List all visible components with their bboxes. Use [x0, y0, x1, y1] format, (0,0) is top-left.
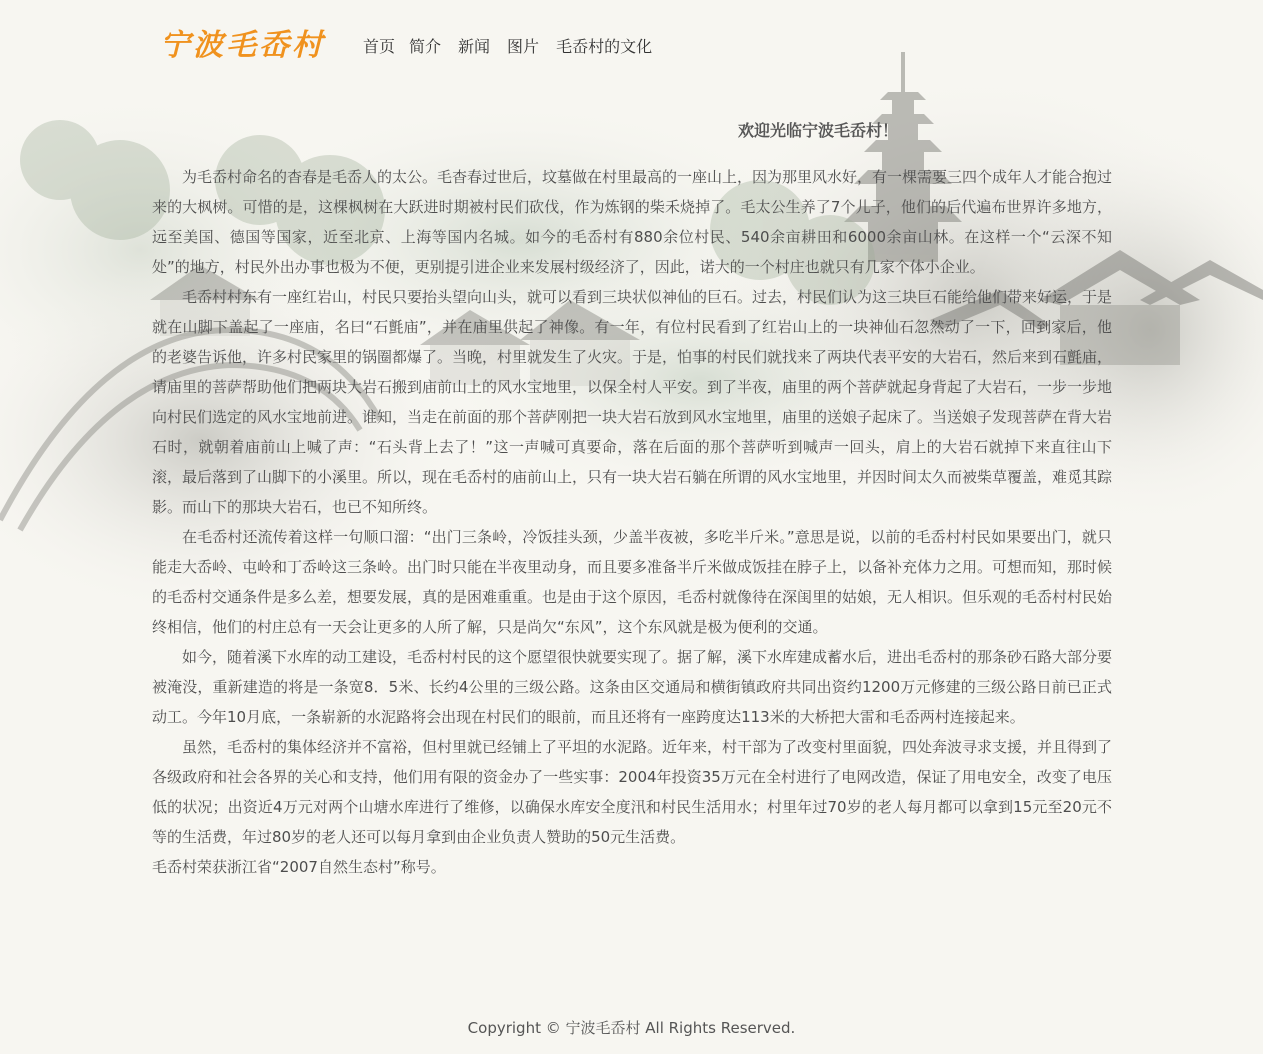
- article-closing: 毛岙村荣获浙江省“2007自然生态村”称号。: [152, 858, 446, 876]
- article-body: [152, 162, 1112, 882]
- article-paragraph: 毛岙村村东有一座红岩山，村民只要抬头望向山头，就可以看到三块状似神仙的巨石。过去，村民们认为这三块巨石能给他们带来好运，于是就在山脚下盖起了一座庙，名曰“石氈庙”，并在庙里供起了神像。有一年，有位村民看到了红岩山上的一块神仙石忽然动了一下，回到家后，他的老婆告诉他，许多村民家里的锅圈都爆了。当晚，村里就发生了火灾。于是，怕事的村民们就找来了两块代表平安的大岩石，然后来到石氈庙，请庙里的菩萨帮助他们把两块大岩石搬到庙前山上的风水宝地里，以保全村人平安。到了半夜，庙里的两个菩萨就起身背起了大岩石，一步一步地向村民们选定的风水宝地前进。谁知，当走在前面的那个菩萨刚把一块大岩石放到风水宝地里，庙里的送娘子起床了。当送娘子发现菩萨在背大岩石时，就朝着庙前山上喊了声：“石头背上去了！”这一声喊可真要命，落在后面的那个菩萨听到喊声一回头，肩上的大岩石就掉下来直往山下滚，最后落到了山脚下的小溪里。所以，现在毛岙村的庙前山上，只有一块大岩石躺在所谓的风水宝地里，并因时间太久而被柴草覆盖，难觅其踪影。而山下的那块大岩石，也已不知所终。: [152, 288, 1113, 516]
- nav-item-pictures[interactable]: 图片: [507, 37, 540, 56]
- article-paragraph: 如今，随着溪下水库的动工建设，毛岙村村民的这个愿望很快就要实现了。据了解，溪下水库建成蓄水后，进出毛岙村的那条砂石路大部分要被淹没，重新建造的将是一条宽8．5米、长约4公里的三级公路。这条由区交通局和横街镇政府共同出资约1200万元修建的三级公路日前已正式动工。今年10月底，一条崭新的水泥路将会出现在村民们的眼前，而且还将有一座跨度达113米的大桥把大雷和毛岙两村连接起来。: [152, 648, 1113, 726]
- nav-item-intro[interactable]: 简介: [409, 37, 442, 56]
- nav-item-news[interactable]: 新闻: [458, 37, 491, 56]
- article-paragraph: 在毛岙村还流传着这样一句顺口溜：“出门三条岭，冷饭挂头颈，少盖半夜被，多吃半斤米。”意思是说，以前的毛岙村村民如果要出门，就只能走大岙岭、屯岭和丁岙岭这三条岭。出门时只能在半夜里动身，而且要多准备半斤米做成饭挂在脖子上，以备补充体力之用。可想而知，那时候的毛岙村交通条件是多么差，想要发展，真的是困难重重。也是由于这个原因，毛岙村就像待在深闺里的姑娘，无人相识。但乐观的毛岙村村民始终相信，他们的村庄总有一天会让更多的人所了解，只是尚欠“东风”，这个东风就是极为便利的交通。: [152, 528, 1113, 636]
- nav-item-culture[interactable]: 毛岙村的文化: [556, 37, 653, 56]
- article-paragraph: 虽然，毛岙村的集体经济并不富裕，但村里就已经铺上了平坦的水泥路。近年来，村干部为了改变村里面貌，四处奔波寻求支援，并且得到了各级政府和社会各界的关心和支持，他们用有限的资金办了一些实事：2004年投资35万元在全村进行了电网改造，保证了用电安全，改变了电压低的状况；出资近4万元对两个山塘水库进行了维修，以确保水库安全度汛和村民生活用水；村里年过70岁的老人每月都可以拿到15元至20元不等的生活费，年过80岁的老人还可以每月拿到由企业负责人赞助的50元生活费。: [152, 738, 1113, 846]
- site-header: [0, 0, 1263, 90]
- article-paragraph: 为毛岙村命名的杳春是毛岙人的太公。毛杳春过世后，坟墓做在村里最高的一座山上，因为那里风水好，有一棵需要三四个成年人才能合抱过来的大枫树。可惜的是，这棵枫树在大跃进时期被村民们砍伐，作为炼钢的柴禾烧掉了。毛太公生养了7个儿子，他们的后代遍布世界许多地方，远至美国、德国等国家，近至北京、上海等国内名城。如今的毛岙村有880余位村民、540余亩耕田和6000余亩山林。在这样一个“云深不知处”的地方，村民外出办事也极为不便，更别提引进企业来发展村级经济了，因此，诺大的一个村庄也就只有几家个体小企业。: [152, 168, 1113, 276]
- main-nav: [363, 36, 666, 58]
- site-logo[interactable]: 宁波毛岙村: [160, 28, 325, 63]
- welcome-heading: 欢迎光临宁波毛岙村！: [738, 121, 899, 140]
- nav-item-home[interactable]: 首页: [363, 37, 396, 56]
- footer-copyright: Copyright © 宁波毛岙村 All Rights Reserved.: [467, 1019, 796, 1037]
